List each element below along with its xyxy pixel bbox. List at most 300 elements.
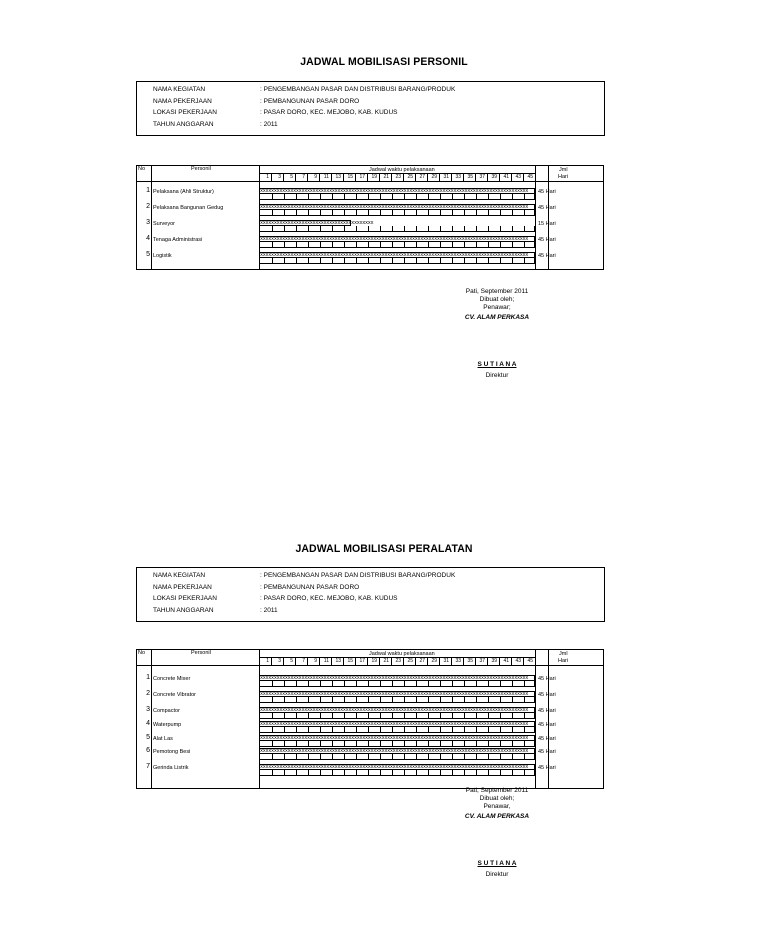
day-number: 31 [443, 658, 449, 664]
row-duration: 45 Hari [538, 189, 556, 195]
subrow-tick [404, 210, 405, 215]
day-number: 17 [359, 658, 365, 664]
signature-company: CV. ALAM PERKASA [464, 813, 530, 820]
schedule-bar: xxxxxxxxxxxxxxxxxxxxxxxxxxxxxxxxxxxxxxxxxxxxxxxxxxxxxxxxxxxxxxxxxxxxxxxxxxxxxxxxxxxxxxxxxxxxxxxxx [259, 707, 535, 713]
day-number: 3 [278, 174, 281, 180]
subrow-tick [368, 258, 369, 263]
day-number: 45 [527, 658, 533, 664]
day-number: 39 [491, 658, 497, 664]
day-number: 1 [266, 174, 269, 180]
subrow-tick [500, 697, 501, 702]
schedule-subrow [259, 697, 535, 703]
day-number: 5 [290, 174, 293, 180]
day-number: 19 [371, 658, 377, 664]
subrow-tick [368, 770, 369, 775]
subrow-tick [404, 226, 405, 231]
subrow-tick [332, 754, 333, 759]
subrow-tick [308, 226, 309, 231]
header-personil: Personil [191, 166, 211, 172]
subrow-tick [476, 226, 477, 231]
subrow-tick [452, 697, 453, 702]
day-number: 35 [467, 658, 473, 664]
subrow-tick [512, 226, 513, 231]
info-row [153, 572, 455, 580]
subrow-tick [284, 194, 285, 199]
subrow-tick [524, 727, 525, 732]
info-row [153, 607, 278, 615]
subrow-tick [380, 754, 381, 759]
subrow-tick [476, 258, 477, 263]
day-number: 43 [515, 658, 521, 664]
schedule-bar: xxxxxxxxxxxxxxxxxxxxxxxxxxxxxxxxxxxxxxxxxxxxxxxxxxxxxxxxxxxxxxxxxxxxxxxxxxxxxxxxxxxxxxxxxxxxxxxxx [259, 252, 535, 258]
row-duration: 45 Hari [538, 736, 556, 742]
subrow-tick [296, 770, 297, 775]
subrow-tick [428, 713, 429, 718]
info-value: : PENGEMBANGAN PASAR DAN DISTRIBUSI BARANG/PRODUK [260, 86, 456, 93]
subrow-tick [404, 741, 405, 746]
subrow-tick [476, 727, 477, 732]
subrow-tick [320, 770, 321, 775]
row-label: Surveyor [153, 221, 176, 227]
subrow-tick [344, 741, 345, 746]
subrow-tick [356, 681, 357, 686]
subrow-tick [344, 210, 345, 215]
subrow-tick [380, 681, 381, 686]
subrow-tick [524, 194, 525, 199]
day-number: 27 [419, 658, 425, 664]
row-number: 4 [146, 235, 150, 242]
header-no: No [138, 650, 146, 656]
subrow-tick [368, 226, 369, 231]
subrow-tick [284, 741, 285, 746]
subrow-tick [392, 226, 393, 231]
subrow-tick [464, 258, 465, 263]
header-divider [137, 665, 603, 666]
day-number: 7 [302, 658, 305, 664]
subrow-tick [452, 727, 453, 732]
subrow-tick [500, 754, 501, 759]
schedule-table [136, 649, 604, 789]
subrow-tick [284, 258, 285, 263]
schedule-subrow [259, 741, 535, 747]
subrow-tick [284, 697, 285, 702]
subrow-tick [512, 741, 513, 746]
row-duration: 45 Hari [538, 253, 556, 259]
subrow-tick [452, 242, 453, 247]
subrow-tick [296, 194, 297, 199]
subrow-tick [356, 754, 357, 759]
info-row [153, 595, 398, 603]
subrow-tick [404, 194, 405, 199]
subrow-tick [296, 242, 297, 247]
info-value: : PENGEMBANGAN PASAR DAN DISTRIBUSI BARANG/PRODUK [260, 572, 456, 579]
subrow-tick [320, 258, 321, 263]
subrow-tick [512, 754, 513, 759]
subrow-tick [452, 258, 453, 263]
subrow-tick [428, 194, 429, 199]
schedule-bar: xxxxxxxxxxxxxxxxxxxxxxxxxxxxxxxxxxxxxxxxxxxxxxxxxxxxxxxxxxxxxxxxxxxxxxxxxxxxxxxxxxxxxxxxxxxxxxxxx [259, 204, 535, 210]
subrow-tick [452, 754, 453, 759]
day-number: 31 [443, 174, 449, 180]
day-number: 25 [407, 174, 413, 180]
subrow-tick [476, 194, 477, 199]
subrow-tick [392, 681, 393, 686]
subrow-tick [416, 770, 417, 775]
schedule-subrow [259, 727, 535, 733]
subrow-tick [356, 242, 357, 247]
row-number: 3 [146, 706, 150, 713]
signature-made-by: Dibuat oleh; [479, 296, 515, 303]
row-duration: 15 Hari [538, 221, 556, 227]
subrow-tick [320, 697, 321, 702]
subrow-tick [404, 727, 405, 732]
row-number: 6 [146, 747, 150, 754]
row-duration: 45 Hari [538, 237, 556, 243]
subrow-tick [392, 194, 393, 199]
subrow-tick [368, 194, 369, 199]
subrow-tick [440, 258, 441, 263]
header-hari: Hari [558, 658, 569, 664]
signature-offeror: Penawar, [483, 803, 511, 810]
subrow-tick [308, 713, 309, 718]
subrow-tick [284, 713, 285, 718]
info-key: NAMA KEGIATAN [153, 86, 206, 93]
subrow-tick [428, 210, 429, 215]
info-key: TAHUN ANGGARAN [153, 120, 214, 128]
subrow-tick [308, 681, 309, 686]
subrow-tick [380, 770, 381, 775]
schedule-subrow [259, 754, 535, 760]
subrow-tick [476, 741, 477, 746]
schedule-subrow [259, 210, 535, 216]
subrow-tick [332, 681, 333, 686]
row-label: Compactor [153, 708, 180, 714]
subrow-tick [296, 727, 297, 732]
subrow-tick [308, 770, 309, 775]
row-label: Concrete Mixer [153, 676, 191, 682]
subrow-tick [296, 681, 297, 686]
day-number: 29 [431, 658, 437, 664]
row-label: Tenaga Administrasi [153, 237, 203, 243]
subrow-tick [380, 258, 381, 263]
subrow-tick [476, 242, 477, 247]
subrow-tick [392, 210, 393, 215]
signature-role: Direktur [485, 871, 509, 878]
subrow-tick [428, 697, 429, 702]
subrow-tick [488, 258, 489, 263]
subrow-tick [488, 727, 489, 732]
subrow-tick [368, 242, 369, 247]
day-number: 9 [314, 174, 317, 180]
day-number: 19 [371, 174, 377, 180]
row-number: 2 [146, 203, 150, 210]
subrow-tick [464, 727, 465, 732]
subrow-tick [392, 741, 393, 746]
subrow-tick [512, 770, 513, 775]
subrow-tick [308, 242, 309, 247]
info-value: : PASAR DORO, KEC. MEJOBO, KAB. KUDUS [260, 595, 398, 602]
header-jml: Jml [559, 651, 568, 657]
subrow-tick [488, 242, 489, 247]
subrow-tick [380, 242, 381, 247]
subrow-tick [464, 226, 465, 231]
info-value: : PEMBANGUNAN PASAR DORO [260, 583, 360, 591]
subrow-tick [464, 681, 465, 686]
info-row [153, 109, 398, 117]
subrow-tick [440, 242, 441, 247]
row-number: 2 [146, 690, 150, 697]
subrow-tick [296, 226, 297, 231]
subrow-tick [308, 727, 309, 732]
schedule-bar: xxxxxxxxxxxxxxxxxxxxxxxxxxxxxxxxxxxxxxxxxxxxxxxxxxxxxxxxxxxxxxxxxxxxxxxxxxxxxxxxxxxxxxxxxxxxxxxxx [259, 721, 535, 727]
schedule-bar: xxxxxxxxxxxxxxxxxxxxxxxxxxxxxxxxxxxxxxxxxxxxxxxxxxxxxxxxxxxxxxxxxxxxxxxxxxxxxxxxxxxxxxxxxxxxxxxxx [259, 735, 535, 741]
row-number: 1 [146, 187, 150, 194]
subrow-tick [320, 194, 321, 199]
subrow-tick [320, 727, 321, 732]
schedule-subrow [259, 258, 535, 264]
subrow-tick [524, 210, 525, 215]
signature-company: CV. ALAM PERKASA [464, 314, 530, 321]
subrow-tick [416, 741, 417, 746]
subrow-tick [404, 754, 405, 759]
subrow-tick [416, 210, 417, 215]
subrow-tick [344, 226, 345, 231]
row-label: Logistik [153, 253, 172, 259]
info-row [153, 121, 278, 129]
subrow-tick [284, 754, 285, 759]
subrow-tick [332, 210, 333, 215]
subrow-tick [272, 697, 273, 702]
subrow-tick [452, 681, 453, 686]
subrow-tick [308, 697, 309, 702]
subrow-tick [308, 194, 309, 199]
subrow-tick [272, 713, 273, 718]
subrow-tick [428, 226, 429, 231]
day-number: 33 [455, 658, 461, 664]
day-number: 21 [383, 658, 389, 664]
subrow-tick [296, 741, 297, 746]
subrow-tick [488, 226, 489, 231]
subrow-tick [332, 770, 333, 775]
subrow-tick [344, 258, 345, 263]
row-number: 1 [146, 674, 150, 681]
subrow-tick [452, 210, 453, 215]
subrow-tick [392, 713, 393, 718]
subrow-tick [272, 194, 273, 199]
day-number: 13 [335, 174, 341, 180]
subrow-tick [476, 697, 477, 702]
subrow-tick [272, 681, 273, 686]
row-duration: 45 Hari [538, 692, 556, 698]
subrow-tick [392, 697, 393, 702]
signature-offeror: Penawar; [483, 304, 511, 311]
header-no: No [138, 166, 146, 172]
subrow-tick [452, 741, 453, 746]
subrow-tick [512, 697, 513, 702]
row-duration: 45 Hari [538, 765, 556, 771]
subrow-tick [464, 713, 465, 718]
subrow-tick [368, 697, 369, 702]
schedule-subrow [259, 242, 535, 248]
subrow-tick [476, 770, 477, 775]
subrow-tick [392, 754, 393, 759]
info-key: NAMA PEKERJAAN [153, 583, 212, 591]
signature-name: S U T I A N A [477, 860, 517, 867]
header-divider [137, 181, 603, 182]
subrow-tick [332, 713, 333, 718]
schedule-bar: xxxxxxxxxxxxxxxxxxxxxxxxxxxxxxxxxxxxxxxxxxxxxxxxxxxxxxxxxxxxxxxxxxxxxxxxxxxxxxxxxxxxxxxxxxxxxxxxx [259, 188, 535, 194]
subrow-tick [404, 770, 405, 775]
info-row [153, 584, 359, 592]
subrow-tick [416, 713, 417, 718]
table-column-divider [151, 650, 152, 788]
day-number: 15 [347, 658, 353, 664]
subrow-tick [356, 727, 357, 732]
subrow-tick [464, 194, 465, 199]
day-number: 5 [290, 658, 293, 664]
subrow-tick [452, 226, 453, 231]
subrow-tick [356, 713, 357, 718]
subrow-tick [524, 242, 525, 247]
row-duration: 45 Hari [538, 676, 556, 682]
day-number: 11 [323, 658, 329, 664]
signature-place-date: Pati, September 2011 [465, 787, 529, 794]
subrow-tick [308, 258, 309, 263]
subrow-tick [392, 242, 393, 247]
day-number: 17 [359, 174, 365, 180]
subrow-tick [404, 242, 405, 247]
subrow-tick [392, 727, 393, 732]
subrow-tick [344, 194, 345, 199]
subrow-tick [524, 754, 525, 759]
day-number: 37 [479, 658, 485, 664]
subrow-tick [464, 754, 465, 759]
subrow-tick [428, 741, 429, 746]
row-duration: 45 Hari [538, 749, 556, 755]
info-value: : PASAR DORO, KEC. MEJOBO, KAB. KUDUS [260, 109, 398, 116]
schedule-bar: xxxxxxxxxxxxxxxxxxxxxxxxxxxxxxxxxxxxxxxxxxxxxxxxxxxxxxxxxxxxxxxxxxxxxxxxxxxxxxxxxxxxxxxxxxxxxxxxx [259, 748, 535, 754]
subrow-tick [344, 770, 345, 775]
row-label: Alat Las [153, 736, 173, 742]
day-number: 15 [347, 174, 353, 180]
subrow-tick [440, 754, 441, 759]
row-label: Gerinda Listrik [153, 765, 189, 771]
day-number: 43 [515, 174, 521, 180]
subrow-tick [524, 713, 525, 718]
subrow-tick [296, 210, 297, 215]
row-number: 5 [146, 734, 150, 741]
row-label: Waterpump [153, 722, 182, 728]
day-number: 35 [467, 174, 473, 180]
header-jml: Jml [559, 167, 568, 173]
subrow-tick [332, 242, 333, 247]
subrow-tick [380, 210, 381, 215]
project-info-box [136, 81, 605, 136]
subrow-tick [272, 754, 273, 759]
subrow-tick [416, 194, 417, 199]
subrow-tick [488, 210, 489, 215]
day-number: 11 [323, 174, 329, 180]
subrow-tick [500, 727, 501, 732]
subrow-tick [440, 226, 441, 231]
subrow-tick [320, 681, 321, 686]
subrow-tick [488, 754, 489, 759]
project-info-box [136, 567, 605, 622]
subrow-tick [272, 258, 273, 263]
day-number: 33 [455, 174, 461, 180]
subrow-tick [464, 697, 465, 702]
subrow-tick [524, 681, 525, 686]
subrow-tick [272, 741, 273, 746]
subrow-tick [404, 697, 405, 702]
row-label: Pelaksana Bangunan Gedug [153, 205, 224, 211]
subrow-tick [296, 258, 297, 263]
subrow-tick [488, 713, 489, 718]
day-number: 41 [503, 658, 509, 664]
subrow-tick [440, 727, 441, 732]
subrow-tick [320, 226, 321, 231]
subrow-tick [344, 242, 345, 247]
row-number: 3 [146, 219, 150, 226]
subrow-tick [500, 713, 501, 718]
day-number: 23 [395, 658, 401, 664]
info-key: NAMA PEKERJAAN [153, 97, 212, 105]
info-value: : PEMBANGUNAN PASAR DORO [260, 97, 360, 105]
subrow-tick [488, 681, 489, 686]
subrow-tick [356, 770, 357, 775]
subrow-tick [440, 210, 441, 215]
subrow-tick [512, 713, 513, 718]
subrow-tick [344, 681, 345, 686]
subrow-tick [512, 258, 513, 263]
subrow-tick [416, 727, 417, 732]
subrow-tick [296, 754, 297, 759]
subrow-tick [404, 258, 405, 263]
subrow-tick [332, 727, 333, 732]
subrow-tick [320, 713, 321, 718]
subrow-tick [500, 770, 501, 775]
subrow-tick [488, 770, 489, 775]
info-key: LOKASI PEKERJAAN [153, 595, 217, 602]
subrow-tick [428, 258, 429, 263]
row-label: Concrete Vibrator [153, 692, 197, 698]
subrow-tick [512, 681, 513, 686]
subrow-tick [380, 226, 381, 231]
schedule-table [136, 165, 604, 270]
row-label: Pemotong Besi [153, 749, 191, 755]
subrow-tick [380, 194, 381, 199]
subrow-tick [284, 242, 285, 247]
day-number: 37 [479, 174, 485, 180]
subrow-tick [524, 741, 525, 746]
day-number: 9 [314, 658, 317, 664]
subrow-tick [452, 770, 453, 775]
info-value: : 2011 [260, 120, 278, 128]
subrow-tick [416, 242, 417, 247]
subrow-tick [452, 194, 453, 199]
subrow-tick [464, 242, 465, 247]
row-label: Pelaksana (Ahli Struktur) [153, 189, 214, 195]
schedule-subrow [259, 770, 535, 776]
subrow-tick [284, 210, 285, 215]
day-number: 45 [527, 174, 533, 180]
info-row [153, 98, 359, 106]
subrow-tick [440, 194, 441, 199]
subrow-tick [428, 727, 429, 732]
document-title: JADWAL MOBILISASI PERSONIL [300, 55, 468, 69]
subrow-tick [380, 713, 381, 718]
subrow-tick [440, 741, 441, 746]
